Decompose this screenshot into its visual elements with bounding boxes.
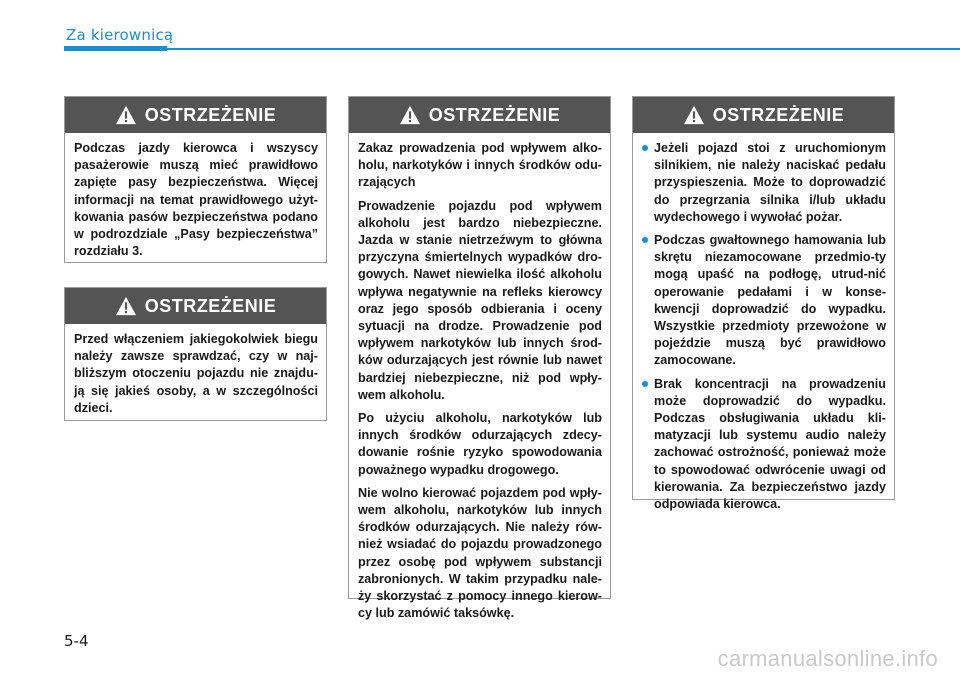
list-item bbox=[642, 232, 886, 370]
warning-header bbox=[349, 97, 610, 133]
warning-triangle-icon bbox=[115, 296, 137, 316]
warning-header bbox=[65, 97, 326, 133]
warning-bullet-list bbox=[642, 140, 886, 513]
header-rule bbox=[64, 48, 960, 50]
warning-paragraph: Po użyciu alkoholu, narkotyków lub innych środków odurzających zdecy-dowanie rośnie ryzyko spowodowania poważnego wypadku drogowego. bbox=[358, 411, 602, 477]
section-title: Za kierownicą bbox=[66, 26, 174, 44]
watermark: carmanualsonline.info bbox=[717, 646, 938, 671]
bullet-dot bbox=[642, 145, 648, 151]
warning-paragraph: Nie wolno kierować pojazdem pod wpły-wem alkoholu, narkotyków lub innych środków odurzających. Nie należy rów-nież wsiadać do pojazdu prowadzonego przez osobę pod wpływem substancji zabronionych. W takim przypadku nale-ży skorzystać z pomocy innego kierow-cy lub zamówić taksówkę. bbox=[358, 485, 602, 621]
header-rule-accent bbox=[64, 46, 167, 51]
warning-triangle-icon bbox=[115, 105, 137, 125]
warning-box-gear bbox=[64, 287, 327, 421]
warning-header bbox=[65, 288, 326, 324]
warning-triangle-icon bbox=[683, 105, 705, 125]
warning-body bbox=[65, 133, 326, 260]
warning-body bbox=[65, 324, 326, 417]
warning-title: OSTRZEŻENIE bbox=[144, 104, 277, 125]
bullet-dot bbox=[642, 237, 648, 243]
list-item bbox=[642, 140, 886, 226]
warning-paragraph: Przed włączeniem jakiegokolwiek biegu należy zawsze sprawdzać, czy w naj-bliższym otoczeniu pojazdu nie znajdu-ją się jakieś osoby, a w szczególności dzieci. bbox=[74, 332, 318, 415]
warning-box-driving bbox=[632, 96, 895, 512]
warning-box-alcohol bbox=[348, 96, 611, 621]
warning-paragraph: Prowadzenie pojazdu pod wpływem alkoholu jest bardzo niebezpieczne. Jazda w stanie nietrzeźwym to główna przyczyna śmiertelnych wypadków dro-gowych. Nawet niewielka ilość alkoholu wpływa negatywnie na refleks kierowcy oraz jego sposób odbierania i oceny sytuacji na drodze. Prowadzenie pod wpływem narkotyków lub innych środ-ków odurzających jest równie lub nawet bardziej niebezpieczne, niż pod wpły-wem alkoholu. bbox=[358, 198, 602, 402]
warning-body bbox=[633, 133, 894, 513]
page-number: 5-4 bbox=[64, 632, 89, 650]
warning-body bbox=[349, 133, 610, 622]
warning-header bbox=[633, 97, 894, 133]
warning-triangle-icon bbox=[399, 105, 421, 125]
bullet-text: Brak koncentracji na prowadzeniu może doprowadzić do wypadku. Podczas obsługiwania układu kli-matyzacji lub systemu audio należy zachować ostrożność, ponieważ może to spowodować odwrócenie uwagi od kierowania. Za bezpieczeństwo jazdy odpowiada kierowca. bbox=[654, 376, 886, 512]
list-item bbox=[642, 376, 886, 514]
bullet-text: Podczas gwałtownego hamowania lub skrętu niezamocowane przedmio-ty mogą upaść na podłogę, utrud-nić operowanie pedałami i w konse-kwencji doprowadzić do wypadku. Wszystkie przedmioty przewożone w pojeździe muszą być prawidłowo zamocowane. bbox=[654, 233, 886, 368]
bullet-text: Jeżeli pojazd stoi z uruchomionym silnikiem, nie należy naciskać pedału przyspieszenia. Może to doprowadzić do przegrzania silnika i/lub układu wydechowego i wywołać pożar. bbox=[654, 141, 886, 224]
warning-paragraph: Zakaz prowadzenia pod wpływem alko-holu, narkotyków i innych środków odu-rzających bbox=[358, 141, 602, 190]
warning-paragraph: Podczas jazdy kierowca i wszyscy pasażerowie muszą mieć prawidłowo zapięte pasy bezpieczeństwa. Więcej informacji na temat prawidłowego użyt-kowania pasów bezpieczeństwa podano w podrozdziale „Pasy bezpieczeństwa” rozdziału 3. bbox=[74, 141, 318, 259]
warning-title: OSTRZEŻENIE bbox=[144, 295, 277, 316]
bullet-dot bbox=[642, 381, 648, 387]
warning-title: OSTRZEŻENIE bbox=[428, 104, 561, 125]
warning-box-seatbelts bbox=[64, 96, 327, 263]
warning-title: OSTRZEŻENIE bbox=[712, 104, 845, 125]
